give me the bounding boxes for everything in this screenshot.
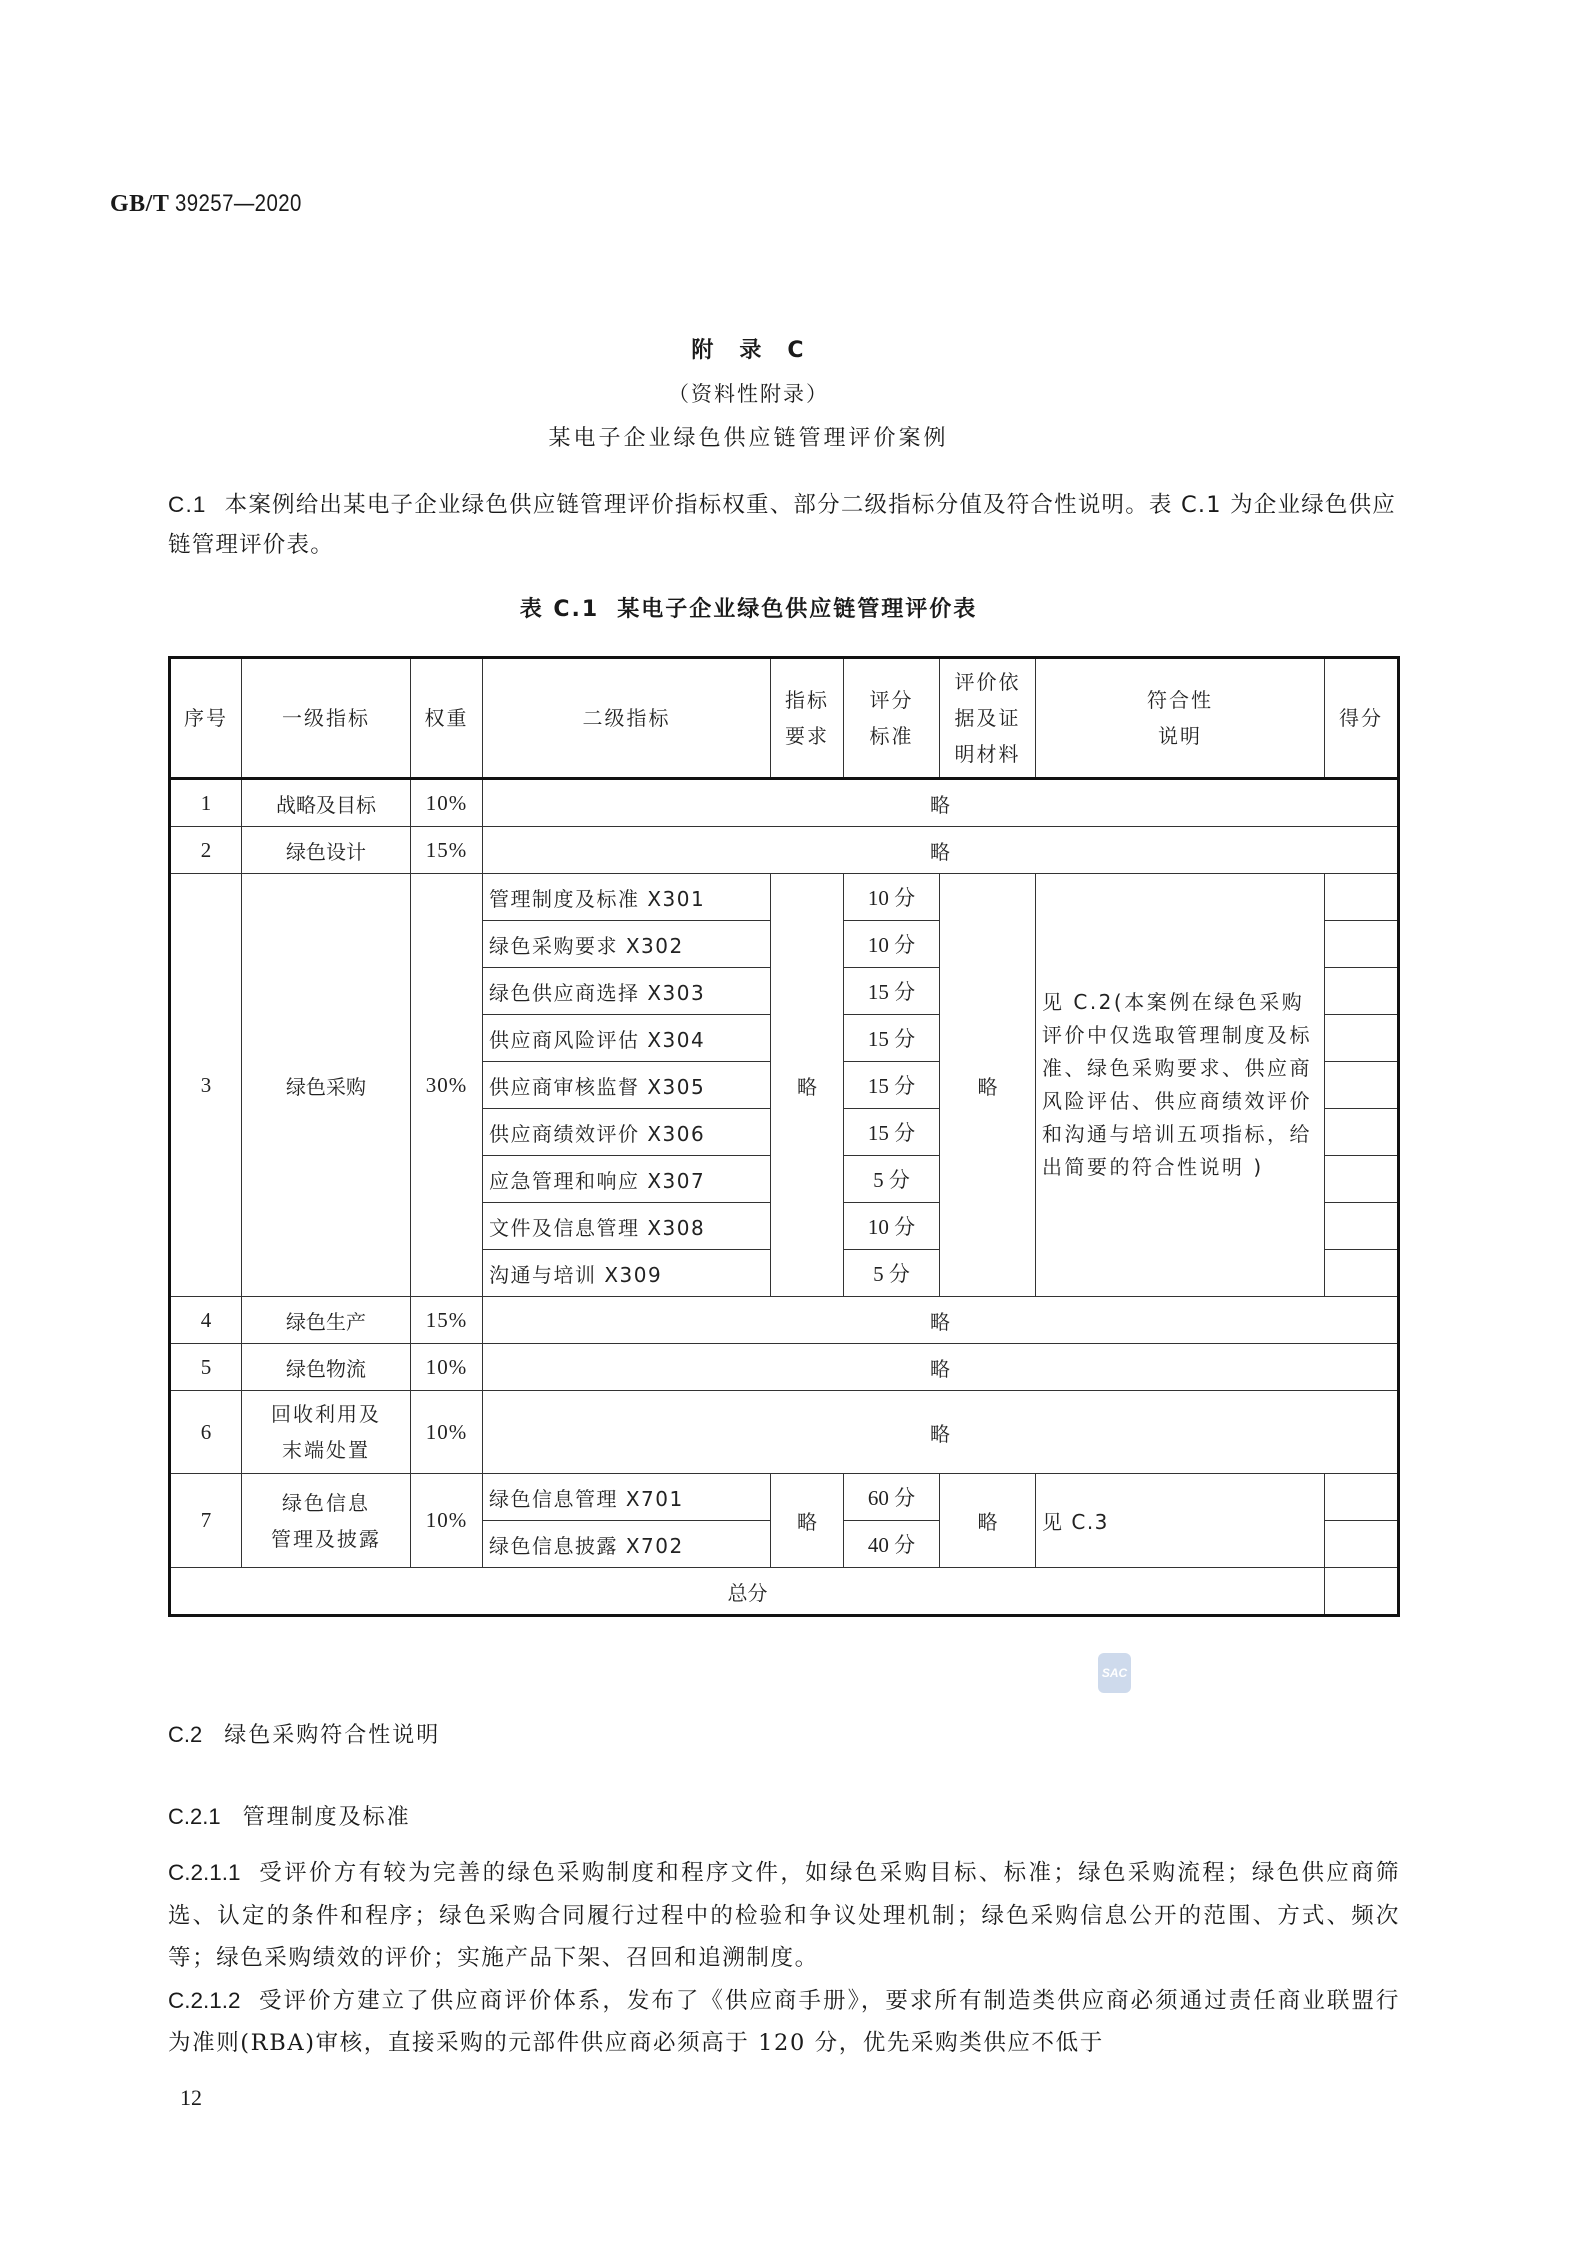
cell-secondary: 绿色信息管理 X701: [483, 1474, 771, 1521]
section-label: C.2: [168, 1722, 203, 1747]
total-row: [170, 1568, 1399, 1616]
cell-requirement: 略: [771, 874, 844, 1297]
cell-points: 15 分: [844, 1062, 940, 1109]
header-basis-line: 评价依: [954, 670, 1021, 694]
cell-weight: 10%: [411, 1474, 483, 1568]
cell-weight: 30%: [411, 874, 483, 1297]
cell-weight: 15%: [411, 827, 483, 874]
standard-prefix: GB/T: [110, 191, 169, 217]
cell-primary: 绿色生产: [242, 1297, 411, 1344]
section-heading-c21: [168, 1800, 411, 1831]
section-title: 绿色采购符合性说明: [224, 1723, 441, 1748]
appendix-subtitle: （资料性附录）: [668, 382, 829, 406]
table-row: [170, 874, 1399, 921]
clauses-body: [168, 1852, 1400, 2065]
header-seq: 序号: [170, 658, 242, 779]
intro-text: 本案例给出某电子企业绿色供应链管理评价指标权重、部分二级指标分值及符合性说明。表 C.1 为企业绿色供应链管理评价表。: [168, 492, 1397, 558]
cell-points: 10 分: [844, 874, 940, 921]
table-header-row: [170, 658, 1399, 779]
cell-points: 40 分: [844, 1521, 940, 1568]
cell-requirement: 略: [771, 1474, 844, 1568]
cell-weight: 10%: [411, 779, 483, 827]
cell-secondary: 文件及信息管理 X308: [483, 1203, 771, 1250]
table-row: [170, 827, 1399, 874]
header-basis: [940, 658, 1036, 779]
table-caption: [0, 592, 1497, 623]
cell-points: 5 分: [844, 1156, 940, 1203]
cell-secondary: 绿色采购要求 X302: [483, 921, 771, 968]
cell-score[interactable]: [1325, 1062, 1399, 1109]
cell-primary-line: 绿色信息: [282, 1490, 370, 1515]
clause-paragraph: [168, 1980, 1400, 2065]
cell-score[interactable]: [1325, 921, 1399, 968]
cell-primary: 绿色设计: [242, 827, 411, 874]
cell-seq: 5: [170, 1344, 242, 1391]
cell-score[interactable]: [1325, 968, 1399, 1015]
header-basis-line: 据及证: [954, 706, 1021, 730]
table-row: [170, 1474, 1399, 1521]
cell-weight: 10%: [411, 1344, 483, 1391]
section-heading-c2: [168, 1718, 440, 1749]
appendix-heading: 某电子企业绿色供应链管理评价案例: [548, 426, 949, 451]
cell-primary-line: 管理及披露: [271, 1526, 381, 1551]
cell-omitted: 略: [483, 1297, 1399, 1344]
page-number: 12: [180, 2085, 202, 2110]
cell-primary: 绿色物流: [242, 1344, 411, 1391]
cell-score[interactable]: [1325, 1474, 1399, 1521]
section-title: 管理制度及标准: [242, 1805, 411, 1830]
cell-seq: 7: [170, 1474, 242, 1568]
cell-secondary: 供应商风险评估 X304: [483, 1015, 771, 1062]
clause-text: 受评价方有较为完善的绿色采购制度和程序文件，如绿色采购目标、标准；绿色采购流程；绿色供应商筛选、认定的条件和程序；绿色采购合同履行过程中的检验和争议处理机制；绿色采购信息公开的范围、方式、频次等；绿色采购绩效的评价；实施产品下架、召回和追溯制度。: [168, 1860, 1400, 1971]
header-secondary: 二级指标: [483, 658, 771, 779]
evaluation-table: [168, 656, 1400, 1617]
cell-basis: 略: [940, 1474, 1036, 1568]
table-row: [170, 1297, 1399, 1344]
cell-basis: 略: [940, 874, 1036, 1297]
clause-label: C.2.1.2: [168, 1987, 241, 2013]
header-requirement: [771, 658, 844, 779]
cell-primary-line: 末端处置: [282, 1438, 370, 1462]
cell-points: 15 分: [844, 1109, 940, 1156]
cell-weight: 15%: [411, 1297, 483, 1344]
appendix-title: 附 录 C: [691, 338, 806, 363]
sac-logo-icon: SAC: [1098, 1653, 1131, 1693]
cell-seq: 6: [170, 1391, 242, 1474]
clause-label: C.1: [168, 492, 207, 517]
cell-omitted: 略: [483, 1391, 1399, 1474]
header-compliance-line: 说明: [1158, 724, 1202, 748]
cell-primary-line: 回收利用及: [271, 1402, 381, 1426]
cell-compliance: 见 C.3: [1036, 1474, 1325, 1568]
cell-weight: 10%: [411, 1391, 483, 1474]
header-basis-line: 明材料: [954, 742, 1021, 766]
table-caption-title: 某电子企业绿色供应链管理评价表: [617, 597, 978, 622]
header-score: 得分: [1325, 658, 1399, 779]
cell-score[interactable]: [1325, 874, 1399, 921]
cell-points: 5 分: [844, 1250, 940, 1297]
clause-text: 受评价方建立了供应商评价体系，发布了《供应商手册》，要求所有制造类供应商必须通过责任商业联盟行为准则(RBA)审核，直接采购的元部件供应商必须高于 120 分，优先采购类供应不低于: [168, 1987, 1400, 2056]
cell-primary: [242, 1391, 411, 1474]
cell-secondary: 供应商绩效评价 X306: [483, 1109, 771, 1156]
header-req-line: 要求: [785, 724, 829, 748]
table-row: [170, 779, 1399, 827]
header-compliance: [1036, 658, 1325, 779]
cell-secondary: 绿色信息披露 X702: [483, 1521, 771, 1568]
header-standard: [844, 658, 940, 779]
header-req-line: 指标: [785, 688, 829, 712]
cell-score[interactable]: [1325, 1109, 1399, 1156]
header-weight: 权重: [411, 658, 483, 779]
cell-score[interactable]: [1325, 1156, 1399, 1203]
table-caption-label: 表 C.1: [519, 597, 600, 622]
clause-paragraph: [168, 1852, 1400, 1980]
header-std-line: 标准: [869, 724, 914, 748]
cell-points: 10 分: [844, 921, 940, 968]
cell-omitted: 略: [483, 779, 1399, 827]
cell-total-score[interactable]: [1325, 1568, 1399, 1616]
cell-secondary: 管理制度及标准 X301: [483, 874, 771, 921]
cell-points: 15 分: [844, 1015, 940, 1062]
cell-seq: 3: [170, 874, 242, 1297]
cell-points: 15 分: [844, 968, 940, 1015]
cell-primary: [242, 1474, 411, 1568]
cell-seq: 4: [170, 1297, 242, 1344]
cell-primary: 战略及目标: [242, 779, 411, 827]
cell-score[interactable]: [1325, 1521, 1399, 1568]
standard-code: [110, 190, 325, 218]
cell-total-label: 总分: [170, 1568, 1325, 1616]
cell-seq: 2: [170, 827, 242, 874]
cell-secondary: 供应商审核监督 X305: [483, 1062, 771, 1109]
cell-seq: 1: [170, 779, 242, 827]
clause-label: C.2.1.1: [168, 1860, 241, 1885]
header-primary: 一级指标: [242, 658, 411, 779]
table-row: [170, 1391, 1399, 1474]
header-std-line: 评分: [869, 688, 914, 712]
header-compliance-line: 符合性: [1147, 688, 1213, 712]
cell-secondary: 绿色供应商选择 X303: [483, 968, 771, 1015]
cell-secondary: 沟通与培训 X309: [483, 1250, 771, 1297]
cell-primary: 绿色采购: [242, 874, 411, 1297]
cell-score[interactable]: [1325, 1250, 1399, 1297]
section-label: C.2.1: [168, 1804, 221, 1829]
table-row: [170, 1344, 1399, 1391]
cell-score[interactable]: [1325, 1203, 1399, 1250]
cell-compliance: 见 C.2(本案例在绿色采购评价中仅选取管理制度及标准、绿色采购要求、供应商风险评估、供应商绩效评价和沟通与培训五项指标，给出简要的符合性说明 ): [1036, 874, 1325, 1297]
cell-omitted: 略: [483, 1344, 1399, 1391]
cell-omitted: 略: [483, 827, 1399, 874]
cell-secondary: 应急管理和响应 X307: [483, 1156, 771, 1203]
intro-paragraph: [168, 485, 1400, 565]
cell-points: 60 分: [844, 1474, 940, 1521]
cell-score[interactable]: [1325, 1015, 1399, 1062]
cell-points: 10 分: [844, 1203, 940, 1250]
standard-number: 39257—2020: [175, 190, 303, 217]
